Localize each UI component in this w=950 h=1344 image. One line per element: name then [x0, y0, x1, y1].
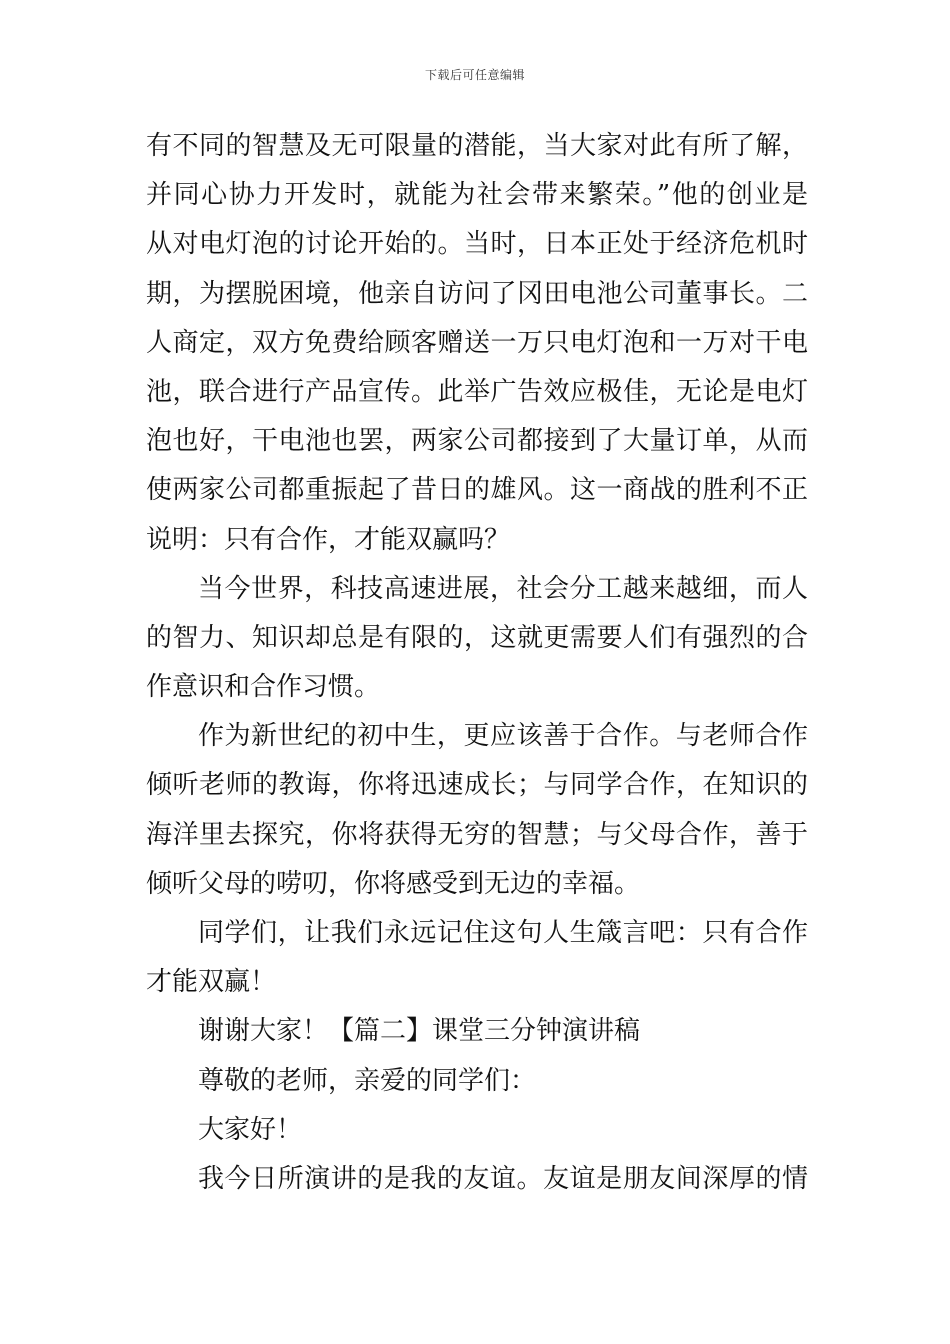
text-line: 池，联合进行产品宣传。此举广告效应极佳，无论是电灯 [146, 376, 808, 407]
text-line: 我今日所演讲的是我的友谊。友谊是朋友间深厚的情 [198, 1163, 808, 1194]
text-line: 人商定，双方免费给顾客赠送一万只电灯泡和一万对干电 [146, 327, 808, 358]
text-line: 倾听老师的教诲，你将迅速成长；与同学合作，在知识的 [146, 770, 808, 801]
text-line: 作意识和合作习惯。 [146, 672, 381, 703]
text-line: 谢谢大家！【篇二】课堂三分钟演讲稿 [198, 1016, 641, 1047]
text-line: 泡也好，干电池也罢，两家公司都接到了大量订单，从而 [146, 426, 808, 457]
page-header: 下载后可任意编辑 [424, 68, 525, 82]
text-line: 期，为摆脱困境，他亲自访问了冈田电池公司董事长。二 [146, 278, 808, 309]
text-line: 的智力、知识却总是有限的，这就更需要人们有强烈的合 [146, 622, 808, 653]
text-line: 从对电灯泡的讨论开始的。当时，日本正处于经济危机时 [146, 229, 808, 260]
text-line: 说明：只有合作，才能双赢吗？ [146, 524, 511, 555]
text-line: 同学们，让我们永远记住这句人生箴言吧：只有合作 [198, 918, 808, 948]
text-line: 并同心协力开发时，就能为社会带来繁荣。”他的创业是 [146, 180, 808, 211]
text-line: 使两家公司都重振起了昔日的雄风。这一商战的胜利不正 [146, 475, 808, 506]
text-line: 大家好！ [198, 1114, 303, 1145]
text-line: 有不同的智慧及无可限量的潜能，当大家对此有所了解， [146, 131, 808, 161]
text-line: 尊敬的老师，亲爱的同学们： [198, 1065, 537, 1096]
text-line: 作为新世纪的初中生，更应该善于合作。与老师合作 [198, 721, 808, 752]
document-body [146, 122, 808, 1204]
text-line: 当今世界，科技高速进展，社会分工越来越细，而人 [198, 573, 808, 604]
text-line: 海洋里去探究，你将获得无穷的智慧；与父母合作，善于 [146, 819, 808, 850]
text-line: 倾听父母的唠叨，你将感受到无边的幸福。 [146, 868, 641, 899]
text-line: 才能双赢！ [146, 967, 277, 998]
